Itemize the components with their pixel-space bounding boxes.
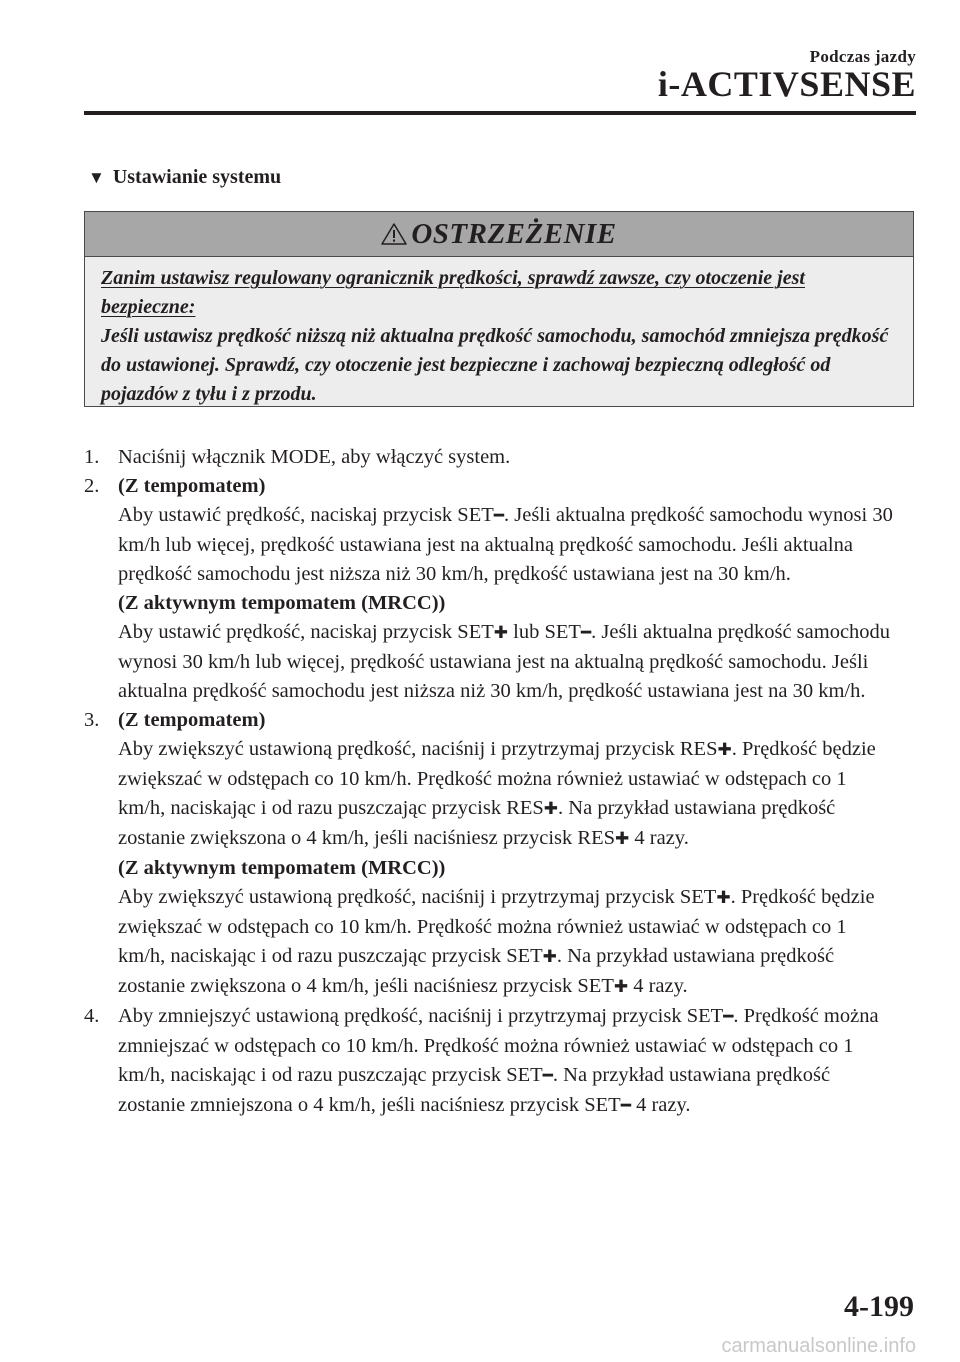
warning-lead: Zanim ustawisz regulowany ogranicznik prędkości, sprawdź zawsze, czy otoczenie jest bezpieczne: xyxy=(101,267,805,318)
text-run: . Na przykład ustawiana prędkość zostanie zwiększona o 4 km/h, jeśli naciśniesz przycisk SET xyxy=(118,945,835,997)
text-run: Aby zwiększyć ustawioną prędkość, naciśnij i przytrzymaj przycisk RES xyxy=(118,738,718,760)
text-run: . Prędkość można zmniejszać w odstępach co 10 km/h. Prędkość można również ustawiać w odstępach co 1 km/h, naciskając i od razu puszczając przycisk SET xyxy=(118,1005,879,1086)
plus-icon: ✚ xyxy=(717,740,732,760)
step-number: 1. xyxy=(84,446,100,468)
subheading-cruise: (Z tempomatem) xyxy=(118,475,266,497)
subheading-mrcc: (Z aktywnym tempomatem (MRCC)) xyxy=(118,592,446,614)
plus-icon: ✚ xyxy=(543,799,559,819)
step-2 xyxy=(84,472,894,706)
minus-icon: ━ xyxy=(723,1007,734,1027)
text-run: . Jeśli aktualna prędkość samochodu wynosi 30 km/h lub więcej, prędkość ustawiana jest na aktualną prędkość samochodu. Jeśli aktualna prędkość samochodu jest niższa niż 30 km/h, prędkość ustawiana jest na 30 km/h. xyxy=(118,504,893,585)
minus-icon: ━ xyxy=(542,1066,553,1086)
step-number: 4. xyxy=(84,1005,100,1027)
warning-text: Jeśli ustawisz prędkość niższą niż aktualna prędkość samochodu, samochód zmniejsza prędkość do ustawionej. Sprawdź, czy otoczenie jest bezpieczne i zachowaj bezpieczną odległość od pojazdów z tyłu i z przodu. xyxy=(101,325,889,405)
subheading-mrcc: (Z aktywnym tempomatem (MRCC)) xyxy=(118,857,446,879)
header-rule xyxy=(84,111,916,115)
paragraph xyxy=(118,735,894,854)
text-run: Aby ustawić prędkość, naciskaj przycisk SET xyxy=(118,621,494,643)
subheading-cruise: (Z tempomatem) xyxy=(118,709,266,731)
text-run: 4 razy. xyxy=(630,1094,691,1116)
text-run: . Prędkość będzie zwiększać w odstępach co 10 km/h. Prędkość można również ustawiać w odstępach co 1 km/h, naciskając i od razu puszczając przycisk SET xyxy=(118,886,875,967)
warning-body xyxy=(85,257,913,409)
text-run: 4 razy. xyxy=(629,827,689,849)
running-header-title: i-ACTIVSENSE xyxy=(657,64,916,104)
triangle-bullet-icon: ▼ xyxy=(88,167,105,187)
paragraph xyxy=(118,1002,894,1121)
plus-icon: ✚ xyxy=(716,888,731,908)
paragraph xyxy=(118,501,894,589)
steps-list xyxy=(84,443,894,1121)
text-run: . Prędkość będzie zwiększać w odstępach co 10 km/h. Prędkość można również ustawiać w odstępach co 1 km/h, naciskając i od razu puszczając przycisk RES xyxy=(118,738,876,819)
step-number: 2. xyxy=(84,475,100,497)
plus-icon: ✚ xyxy=(542,947,557,967)
text-run: Aby zwiększyć ustawioną prędkość, naciśnij i przytrzymaj przycisk SET xyxy=(118,886,717,908)
step-3 xyxy=(84,706,894,1002)
minus-icon: ━ xyxy=(580,623,592,643)
minus-icon: ━ xyxy=(493,506,504,526)
minus-icon: ━ xyxy=(620,1096,631,1116)
step-body xyxy=(118,472,894,706)
paragraph xyxy=(118,618,894,706)
step-body xyxy=(118,706,894,1002)
running-header-section: Podczas jazdy xyxy=(809,47,916,66)
step-text: Naciśnij włącznik MODE, aby włączyć system. xyxy=(118,446,511,468)
warning-title: OSTRZEŻENIE xyxy=(411,217,617,250)
text-run: . Na przykład ustawiana prędkość zostanie zmniejszona o 4 km/h, jeśli naciśniesz przycisk SET xyxy=(118,1064,831,1116)
warning-triangle-icon xyxy=(381,222,407,246)
page-number: 4-199 xyxy=(844,1290,914,1323)
paragraph xyxy=(118,883,894,1002)
step-4 xyxy=(84,1002,894,1121)
plus-icon: ✚ xyxy=(493,623,508,643)
warning-box xyxy=(84,211,914,407)
section-heading xyxy=(88,166,281,189)
text-run: . Jeśli aktualna prędkość samochodu wynosi 30 km/h lub więcej, prędkość ustawiana jest na aktualną prędkość samochodu. Jeśli aktualna prędkość samochodu jest niższa niż 30 km/h, prędkość ustawiana jest na 30 km/h. xyxy=(118,621,891,702)
warning-title-bar xyxy=(85,212,913,257)
text-run: 4 razy. xyxy=(628,975,688,997)
watermark: carmanualsonline.info xyxy=(721,1335,916,1357)
text-run: lub SET xyxy=(508,621,581,643)
text-run: Aby zmniejszyć ustawioną prędkość, naciśnij i przytrzymaj przycisk SET xyxy=(118,1005,724,1027)
plus-icon: ✚ xyxy=(615,829,630,849)
plus-icon: ✚ xyxy=(613,977,629,997)
step-1 xyxy=(84,443,894,472)
text-run: Aby ustawić prędkość, naciskaj przycisk SET xyxy=(118,504,494,526)
step-number: 3. xyxy=(84,709,100,731)
section-heading-text: Ustawianie systemu xyxy=(112,166,282,188)
text-run: . Na przykład ustawiana prędkość zostanie zwiększona o 4 km/h, jeśli naciśniesz przycisk RES xyxy=(118,797,836,849)
